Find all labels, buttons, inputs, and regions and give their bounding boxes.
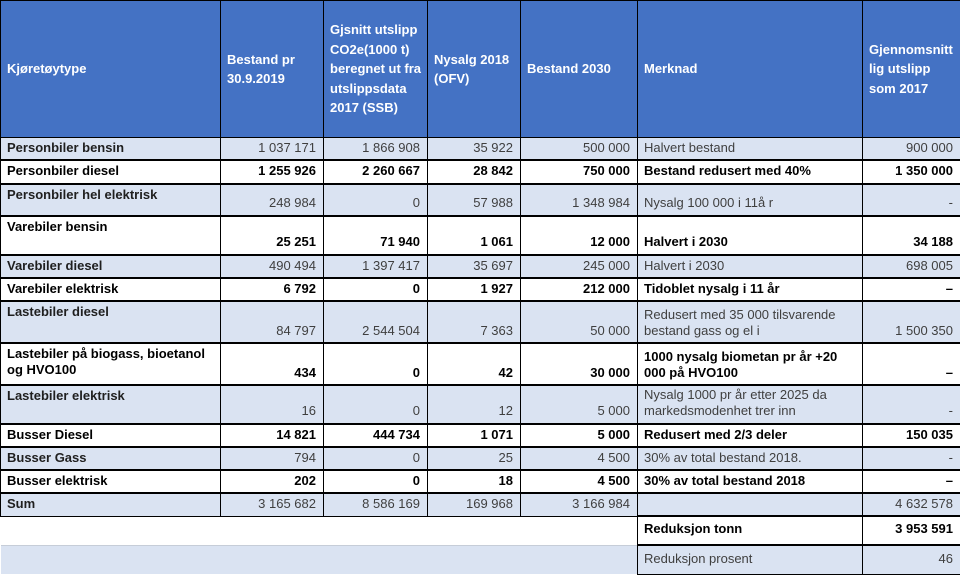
cell-gjennomsnittlig-utslipp: 150 035 xyxy=(863,424,960,447)
cell-kjoretoytype: Sum xyxy=(1,493,221,516)
cell-bestand-2019: 794 xyxy=(221,447,324,470)
cell-bestand-2030: 245 000 xyxy=(521,255,638,278)
footer-row xyxy=(1,516,960,545)
table-row xyxy=(1,255,960,278)
cell-merknad: 30% av total bestand 2018 xyxy=(638,470,863,493)
table-row xyxy=(1,138,960,161)
cell-merknad: Halvert bestand xyxy=(638,138,863,161)
col-header-nysalg-2018: Nysalg 2018 (OFV) xyxy=(428,1,521,138)
cell-nysalg-2018: 57 988 xyxy=(428,184,521,216)
cell-bestand-2030: 1 348 984 xyxy=(521,184,638,216)
cell-gjennomsnittlig-utslipp: - xyxy=(863,184,960,216)
cell-bestand-2019: 84 797 xyxy=(221,301,324,343)
cell-bestand-2019: 248 984 xyxy=(221,184,324,216)
cell-bestand-2030: 212 000 xyxy=(521,278,638,301)
cell-kjoretoytype: Varebiler diesel xyxy=(1,255,221,278)
table-row xyxy=(1,424,960,447)
cell-bestand-2019: 3 165 682 xyxy=(221,493,324,516)
cell-bestand-2019: 25 251 xyxy=(221,216,324,255)
table-row xyxy=(1,343,960,385)
cell-bestand-2030: 4 500 xyxy=(521,447,638,470)
cell-nysalg-2018: 28 842 xyxy=(428,160,521,183)
cell-footer-label: Reduksjon prosent xyxy=(638,545,863,574)
cell-nysalg-2018: 35 922 xyxy=(428,138,521,161)
cell-kjoretoytype: Busser Gass xyxy=(1,447,221,470)
cell-utslipp-co2e: 1 866 908 xyxy=(324,138,428,161)
cell-utslipp-co2e: 0 xyxy=(324,184,428,216)
cell-utslipp-co2e: 1 397 417 xyxy=(324,255,428,278)
table-row xyxy=(1,184,960,216)
cell-bestand-2019: 6 792 xyxy=(221,278,324,301)
cell-kjoretoytype: Varebiler elektrisk xyxy=(1,278,221,301)
cell-gjennomsnittlig-utslipp: - xyxy=(863,447,960,470)
col-header-bestand-2019: Bestand pr 30.9.2019 xyxy=(221,1,324,138)
cell-nysalg-2018: 25 xyxy=(428,447,521,470)
col-header-kjoretoytype: Kjøretøytype xyxy=(1,1,221,138)
col-header-gjennomsnittlig-utslipp: Gjennomsnittlig utslipp som 2017 xyxy=(863,1,960,138)
cell-gjennomsnittlig-utslipp: – xyxy=(863,470,960,493)
cell-gjennomsnittlig-utslipp: 698 005 xyxy=(863,255,960,278)
cell-merknad: Halvert i 2030 xyxy=(638,255,863,278)
cell-merknad: 1000 nysalg biometan pr år +20 000 på HVO100 xyxy=(638,343,863,385)
cell-nysalg-2018: 1 071 xyxy=(428,424,521,447)
cell-gjennomsnittlig-utslipp: 900 000 xyxy=(863,138,960,161)
cell-footer-value: 3 953 591 xyxy=(863,516,960,545)
header-row xyxy=(1,1,960,138)
cell-merknad: Nysalg 100 000 i 11å r xyxy=(638,184,863,216)
table-row xyxy=(1,301,960,343)
cell-utslipp-co2e: 71 940 xyxy=(324,216,428,255)
cell-gjennomsnittlig-utslipp: – xyxy=(863,278,960,301)
cell-bestand-2030: 3 166 984 xyxy=(521,493,638,516)
cell-merknad: Redusert med 2/3 deler xyxy=(638,424,863,447)
cell-nysalg-2018: 12 xyxy=(428,385,521,424)
cell-kjoretoytype: Lastebiler elektrisk xyxy=(1,385,221,424)
cell-utslipp-co2e: 0 xyxy=(324,278,428,301)
cell-kjoretoytype: Personbiler bensin xyxy=(1,138,221,161)
cell-utslipp-co2e: 444 734 xyxy=(324,424,428,447)
cell-bestand-2019: 490 494 xyxy=(221,255,324,278)
cell-bestand-2030: 500 000 xyxy=(521,138,638,161)
cell-nysalg-2018: 1 927 xyxy=(428,278,521,301)
cell-utslipp-co2e: 0 xyxy=(324,470,428,493)
cell-nysalg-2018: 18 xyxy=(428,470,521,493)
cell-nysalg-2018: 169 968 xyxy=(428,493,521,516)
cell-merknad: Tidoblet nysalg i 11 år xyxy=(638,278,863,301)
cell-gjennomsnittlig-utslipp: – xyxy=(863,343,960,385)
col-header-bestand-2030: Bestand 2030 xyxy=(521,1,638,138)
table-row xyxy=(1,493,960,516)
cell-nysalg-2018: 35 697 xyxy=(428,255,521,278)
cell-utslipp-co2e: 0 xyxy=(324,343,428,385)
cell-kjoretoytype: Varebiler bensin xyxy=(1,216,221,255)
cell-nysalg-2018: 42 xyxy=(428,343,521,385)
cell-kjoretoytype: Busser Diesel xyxy=(1,424,221,447)
table-row xyxy=(1,385,960,424)
cell-merknad xyxy=(638,493,863,516)
cell-bestand-2030: 5 000 xyxy=(521,385,638,424)
cell-merknad: Halvert i 2030 xyxy=(638,216,863,255)
cell-merknad: 30% av total bestand 2018. xyxy=(638,447,863,470)
cell-gjennomsnittlig-utslipp: 4 632 578 xyxy=(863,493,960,516)
cell-gjennomsnittlig-utslipp: 1 350 000 xyxy=(863,160,960,183)
cell-bestand-2030: 5 000 xyxy=(521,424,638,447)
cell-kjoretoytype: Lastebiler diesel xyxy=(1,301,221,343)
footer-spacer xyxy=(1,516,638,545)
cell-kjoretoytype: Personbiler diesel xyxy=(1,160,221,183)
cell-gjennomsnittlig-utslipp: 1 500 350 xyxy=(863,301,960,343)
cell-nysalg-2018: 1 061 xyxy=(428,216,521,255)
cell-bestand-2019: 1 255 926 xyxy=(221,160,324,183)
table-row xyxy=(1,447,960,470)
cell-bestand-2019: 14 821 xyxy=(221,424,324,447)
cell-bestand-2019: 202 xyxy=(221,470,324,493)
cell-merknad: Bestand redusert med 40% xyxy=(638,160,863,183)
col-header-utslipp-co2e: Gjsnitt utslipp CO2e(1000 t) beregnet ut fra utslippsdata 2017 (SSB) xyxy=(324,1,428,138)
cell-bestand-2019: 16 xyxy=(221,385,324,424)
cell-bestand-2019: 1 037 171 xyxy=(221,138,324,161)
cell-kjoretoytype: Personbiler hel elektrisk xyxy=(1,184,221,216)
cell-footer-label: Reduksjon tonn xyxy=(638,516,863,545)
cell-bestand-2030: 50 000 xyxy=(521,301,638,343)
cell-utslipp-co2e: 0 xyxy=(324,385,428,424)
cell-merknad: Redusert med 35 000 tilsvarende bestand gass og el i xyxy=(638,301,863,343)
table-row xyxy=(1,278,960,301)
cell-bestand-2030: 750 000 xyxy=(521,160,638,183)
cell-utslipp-co2e: 0 xyxy=(324,447,428,470)
col-header-merknad: Merknad xyxy=(638,1,863,138)
cell-bestand-2019: 434 xyxy=(221,343,324,385)
table-row xyxy=(1,470,960,493)
cell-kjoretoytype: Lastebiler på biogass, bioetanol og HVO100 xyxy=(1,343,221,385)
table-row xyxy=(1,160,960,183)
table-row xyxy=(1,216,960,255)
cell-utslipp-co2e: 2 260 667 xyxy=(324,160,428,183)
cell-gjennomsnittlig-utslipp: - xyxy=(863,385,960,424)
cell-footer-value: 46 xyxy=(863,545,960,574)
cell-nysalg-2018: 7 363 xyxy=(428,301,521,343)
cell-gjennomsnittlig-utslipp: 34 188 xyxy=(863,216,960,255)
cell-merknad: Nysalg 1000 pr år etter 2025 da markedsmodenhet trer inn xyxy=(638,385,863,424)
cell-utslipp-co2e: 2 544 504 xyxy=(324,301,428,343)
cell-utslipp-co2e: 8 586 169 xyxy=(324,493,428,516)
cell-bestand-2030: 4 500 xyxy=(521,470,638,493)
cell-kjoretoytype: Busser elektrisk xyxy=(1,470,221,493)
cell-bestand-2030: 30 000 xyxy=(521,343,638,385)
cell-bestand-2030: 12 000 xyxy=(521,216,638,255)
